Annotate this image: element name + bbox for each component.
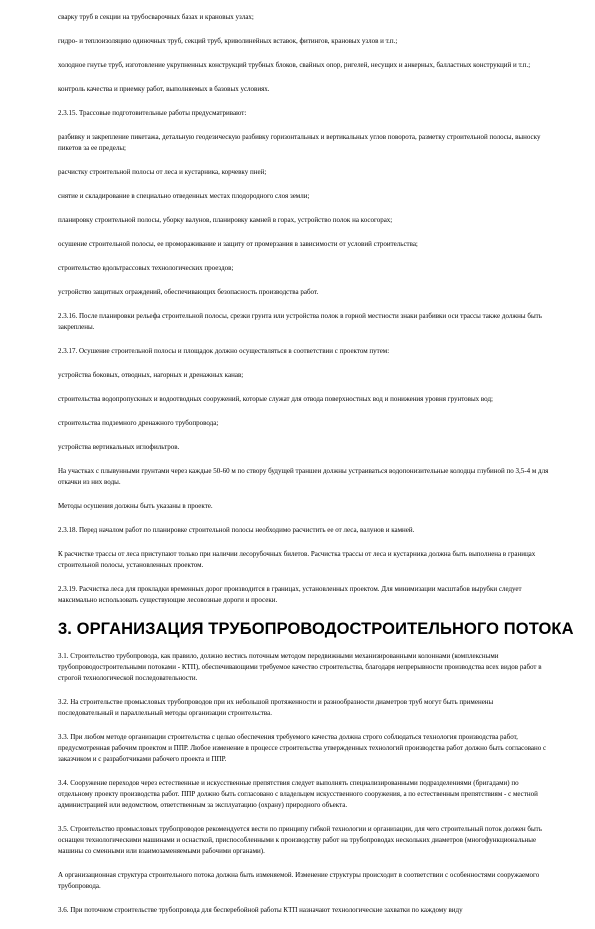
paragraph: сварку труб в секции на трубосварочных базах и крановых узлах;: [58, 13, 254, 21]
paragraph: строительства подземного дренажного трубопровода;: [58, 419, 219, 427]
paragraph: снятие и складирование в специально отведенных местах плодородного слоя земли;: [58, 192, 310, 200]
paragraph: устройства вертикальных иглофильтров.: [58, 443, 180, 451]
paragraph: 2.3.18. Перед началом работ по планировке строительной полосы необходимо расчистить ее от леса, валунов и камней.: [58, 526, 415, 534]
paragraph: На участках с плывунными грунтами через каждые 50-60 м по створу будущей траншеи должны устраиваться водопонизительные колодцы глубиной по 3,5-4 м для откачки из них воды.: [58, 467, 549, 486]
paragraph: К расчистке трассы от леса приступают только при наличии лесорубочных билетов. Расчистка трассы от леса и кустарника должна быть выполнена в границах строительной полосы, установленных проектом.: [58, 550, 536, 569]
paragraph: 3.4. Сооружение переходов через естественные и искусственные препятствия следует выполнять специализированными подразделениями (бригадами) по отдельному проекту производства работ. ППР должно быть согласовано с владельцем искусственного сооружения, а по естественным препятствиям - с местной администрацией или ведомством, ответственным за эксплуатацию (охрану) природного объекта.: [58, 779, 538, 809]
paragraph: 3.5. Строительство промысловых трубопроводов рекомендуется вести по принципу гибкой технологии и организации, для чего строительный поток должен быть оснащен технологическими машинами и оснасткой, приспособленными к производству работ на трубопроводах нескольких диаметров (многофункциональные машины со сменными или взаимозаменяемыми рабочими органами).: [58, 825, 542, 855]
paragraph: Методы осушения должны быть указаны в проекте.: [58, 502, 213, 510]
section-heading: 3. ОРГАНИЗАЦИЯ ТРУБОПРОВОДОСТРОИТЕЛЬНОГО ПОТОКА: [58, 620, 574, 638]
paragraph: строительства водопропускных и водоотводных сооружений, которые служат для отвода поверхностных вод и понижения уровня грунтовых вод;: [58, 395, 493, 403]
paragraph: холодное гнутье труб, изготовление укрупненных конструкций трубных блоков, свайных опор, ригелей, несущих и анкерных, балластных конструкций и т.п.;: [58, 61, 531, 69]
paragraph: контроль качества и приемку работ, выполняемых в базовых условиях.: [58, 85, 270, 93]
paragraph: планировку строительной полосы, уборку валунов, планировку камней в горах, устройство полок на косогорах;: [58, 216, 393, 224]
paragraph: 2.3.17. Осушение строительной полосы и площадок должно осуществляться в соответствии с проектом путем:: [58, 347, 390, 355]
paragraph: 3.1. Строительство трубопровода, как правило, должно вестись поточным методом передвижными механизированными колоннами (комплексными трубопроводостроительными потоками - КТП), обеспечивающими требуемое качество строительства, благодаря непрерывности производства всех видов работ в строгой технологической последовательности.: [58, 652, 542, 682]
paragraph: гидро- и теплоизоляцию одиночных труб, секций труб, криволинейных вставок, фитингов, крановых узлов и т.п.;: [58, 37, 398, 45]
paragraph: 2.3.19. Расчистка леса для прокладки временных дорог производится в границах, установленных проектом. Для минимизации масштабов вырубки следует максимально использовать существующие лесовозные дороги и просеки.: [58, 585, 522, 604]
paragraph: разбивку и закрепление пикетажа, детальную геодезическую разбивку горизонтальных и вертикальных углов поворота, разметку строительной полосы, выноску пикетов за ее пределы;: [58, 133, 541, 152]
paragraph: 3.2. На строительстве промысловых трубопроводов при их небольшой протяженности и разнообразности диаметров труб могут быть применены последовательный и параллельный методы организации строительства.: [58, 698, 494, 717]
paragraph: осушение строительной полосы, ее промораживание и защиту от промерзания в зависимости от условий строительства;: [58, 240, 418, 248]
paragraph: 2.3.15. Трассовые подготовительные работы предусматривают:: [58, 109, 247, 117]
paragraph: 3.6. При поточном строительстве трубопровода для бесперебойной работы КТП назначают технологические захватки по каждому виду: [58, 906, 463, 914]
paragraph: расчистку строительной полосы от леса и кустарника, корчевку пней;: [58, 168, 267, 176]
paragraph: 2.3.16. После планировки рельефа строительной полосы, срезки грунта или устройства полок в горной местности знаки разбивки оси трассы также должны быть закреплены.: [58, 312, 542, 331]
paragraph: устройство защитных ограждений, обеспечивающих безопасность производства работ.: [58, 288, 319, 296]
paragraph: строительство вдольтрассовых технологических проездов;: [58, 264, 234, 272]
paragraph: А организационная структура строительного потока должна быть изменяемой. Изменение структуры происходит в соответствии с особенностями сооружаемого трубопровода.: [58, 871, 540, 890]
document-body: [58, 12, 574, 929]
paragraph: 3.3. При любом методе организации строительства с целью обеспечения требуемого качества должна строго соблюдаться технология производства работ, предусмотренная рабочим проектом и ППР. Любое изменение в процессе строительства утвержденных технологий производства работ должно быть согласовано с заказчиком и с разработчиками рабочего проекта и ППР.: [58, 733, 547, 763]
paragraph: устройства боковых, отводных, нагорных и дренажных канав;: [58, 371, 244, 379]
